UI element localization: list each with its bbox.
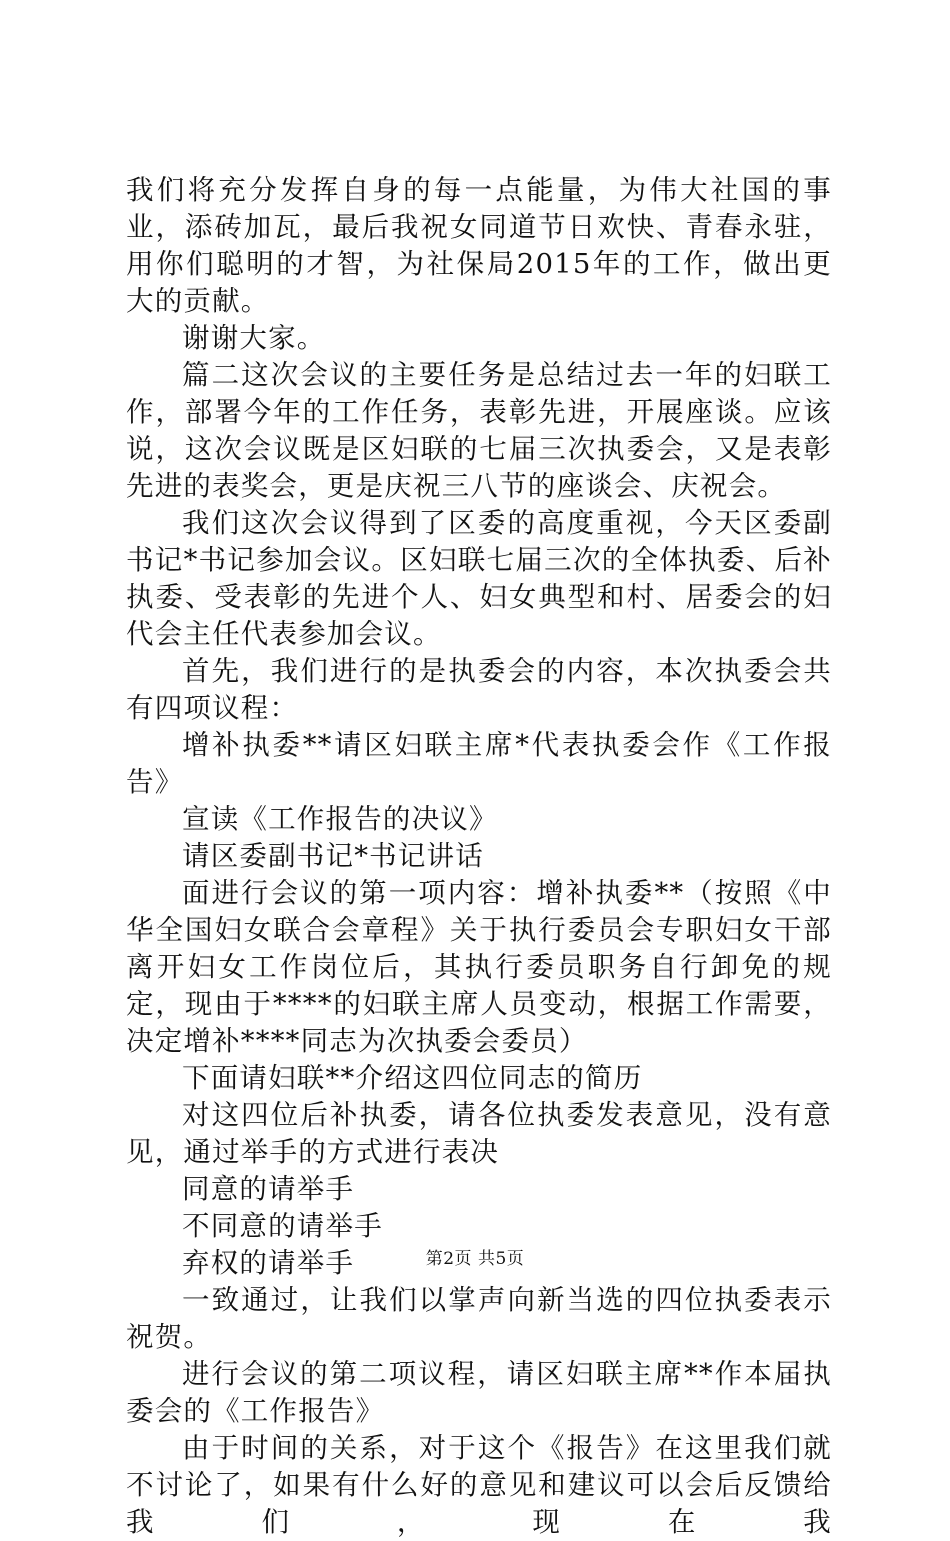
- paragraph: 进行会议的第二项议程，请区妇联主席**作本届执委会的《工作报告》: [126, 1358, 832, 1427]
- paragraph: 宣读《工作报告的决议》: [182, 803, 498, 835]
- paragraph: 弃权的请举手: [182, 1247, 355, 1279]
- paragraph: 面进行会议的第一项内容：增补执委**（按照《中华全国妇女联合会章程》关于执行委员会专职妇女干部离开妇女工作岗位后，其执行委员职务自行卸免的规定，现由于****的妇联主席人员变动，根据工作需要，决定增补****同志为次执委会委员）: [126, 877, 832, 1057]
- paragraph: 同意的请举手: [182, 1173, 355, 1205]
- paragraph: 首先，我们进行的是执委会的内容，本次执委会共有四项议程：: [126, 655, 832, 724]
- paragraph: 不同意的请举手: [182, 1210, 383, 1242]
- paragraph: 下面请妇联**介绍这四位同志的简历: [182, 1062, 643, 1094]
- document-body: [126, 172, 832, 1541]
- paragraph: 我们将充分发挥自身的每一点能量，为伟大社国的事业，添砖加瓦，最后我祝女同道节日欢快、青春永驻，用你们聪明的才智，为社保局2015年的工作，做出更大的贡献。: [126, 174, 832, 317]
- paragraph: 请区委副书记*书记讲话: [182, 840, 484, 872]
- paragraph: 篇二这次会议的主要任务是总结过去一年的妇联工作，部署今年的工作任务，表彰先进，开展座谈。应该说，这次会议既是区妇联的七届三次执委会，又是表彰先进的表奖会，更是庆祝三八节的座谈会、庆祝会。: [126, 359, 832, 502]
- paragraph: 我们这次会议得到了区委的高度重视，今天区委副书记*书记参加会议。区妇联七届三次的全体执委、后补执委、受表彰的先进个人、妇女典型和村、居委会的妇代会主任代表参加会议。: [126, 507, 832, 650]
- paragraph: 由于时间的关系，对于这个《报告》在这里我们就不讨论了，如果有什么好的意见和建议可以会后反馈给我们，现在我: [126, 1432, 832, 1538]
- paragraph: 增补执委**请区妇联主席*代表执委会作《工作报告》: [126, 729, 832, 798]
- page-number-footer: 第2页 共5页: [425, 1249, 525, 1269]
- paragraph: 对这四位后补执委，请各位执委发表意见，没有意见，通过举手的方式进行表决: [126, 1099, 832, 1168]
- paragraph: 谢谢大家。: [182, 322, 326, 354]
- paragraph: 一致通过，让我们以掌声向新当选的四位执委表示祝贺。: [126, 1284, 832, 1353]
